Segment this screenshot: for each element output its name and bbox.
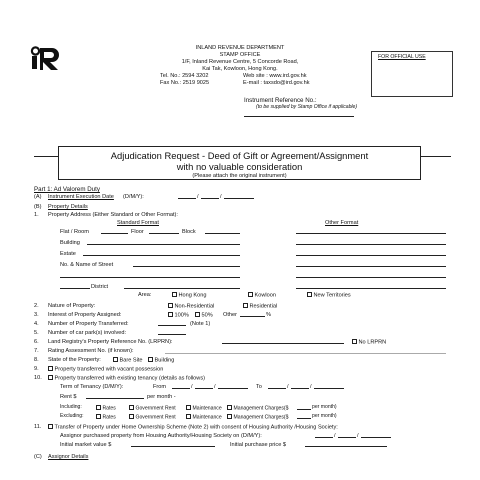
q5-label: Number of car park(s) involved:	[48, 330, 127, 336]
q4-num: 4.	[34, 321, 39, 327]
instrument-ref-note: (to be supplied by Stamp Office if applicable)	[256, 104, 358, 110]
slash: /	[334, 433, 336, 439]
checkbox-icon	[186, 414, 191, 419]
header-address-1: 1/F, Inland Revenue Centre, 5 Concorde Road,	[181, 59, 299, 65]
from-label: From	[153, 384, 167, 390]
q6-num: 6.	[34, 339, 39, 345]
block-label: Block	[182, 229, 196, 235]
exc-rates[interactable]: Rates	[96, 414, 116, 421]
title-line-2: with no valuable consideration	[176, 160, 303, 172]
other-format-line-4[interactable]	[296, 262, 446, 267]
building-field[interactable]	[87, 240, 240, 245]
from-day[interactable]	[172, 384, 190, 389]
checkbox-icon	[129, 405, 134, 410]
exc-maintenance[interactable]: Maintenance	[186, 414, 222, 421]
block-field[interactable]	[205, 229, 240, 234]
area-label: Area:	[138, 292, 152, 298]
excluding-label: Excluding:	[60, 413, 84, 419]
district-field[interactable]	[60, 284, 90, 289]
official-use-label: FOR OFFICIAL USE	[378, 54, 426, 60]
c-label: Assignor Details	[48, 454, 89, 460]
checkbox-icon	[48, 366, 53, 371]
area-hong-kong[interactable]: Hong Kong	[172, 292, 207, 299]
q2-non-residential[interactable]: Non-Residential	[168, 303, 214, 310]
to-label: To	[256, 384, 262, 390]
slash: /	[357, 433, 359, 439]
exc-management[interactable]: Management Charges($	[227, 414, 288, 421]
q11-initial-market-label: Initial market value $	[60, 442, 112, 448]
checkbox-icon	[168, 312, 173, 317]
q9-num: 9.	[34, 366, 39, 372]
q9-option[interactable]: Property transferred with vacant possession	[48, 366, 163, 373]
checkbox-icon	[172, 292, 177, 297]
checkbox-icon	[243, 303, 248, 308]
checkbox-icon	[186, 405, 191, 410]
q1-num: 1.	[34, 212, 39, 218]
inc-rates[interactable]: Rates	[96, 405, 116, 412]
q3-label: Interest of Property Assigned:	[48, 312, 122, 318]
q11-initial-purchase-label: Initial purchase price $	[230, 442, 286, 448]
q8-bare-site[interactable]: Bare Site	[113, 357, 143, 364]
checkbox-icon	[96, 414, 101, 419]
ird-logo	[30, 44, 64, 70]
slash: /	[214, 384, 216, 390]
b-prefix: (B)	[34, 204, 42, 210]
part1-heading: Part 1: Ad Valorem Duty	[34, 186, 100, 193]
to-year[interactable]	[314, 384, 344, 389]
q8-building[interactable]: Building	[148, 357, 174, 364]
from-month[interactable]	[195, 384, 213, 389]
q10-num: 10.	[34, 375, 42, 381]
checkbox-icon	[48, 375, 53, 380]
other-format-line-2[interactable]	[296, 240, 446, 245]
street-field-2[interactable]	[60, 273, 240, 278]
title-box	[58, 146, 421, 180]
rent-field[interactable]	[86, 394, 144, 399]
inc-maintenance[interactable]: Maintenance	[186, 405, 222, 412]
checkbox-icon	[248, 292, 253, 297]
exc-management-field[interactable]	[297, 414, 311, 419]
checkbox-icon	[227, 414, 232, 419]
q11-year[interactable]	[361, 433, 391, 438]
district-field-2[interactable]	[124, 284, 240, 289]
title-rule-left	[34, 156, 58, 157]
header-tel: Tel. No.: 2594 3202	[160, 73, 209, 79]
area-kowloon[interactable]: Kowloon	[248, 292, 276, 299]
inc-gov-rent[interactable]: Government Rent	[129, 405, 176, 412]
q7-field[interactable]	[165, 349, 446, 354]
title-line-3: (Please attach the original instrument)	[192, 172, 287, 179]
building-label: Building	[60, 240, 80, 246]
q4-label: Number of Property Transferred:	[48, 321, 129, 327]
q5-num: 5.	[34, 330, 39, 336]
title-rule-right	[421, 156, 451, 157]
q3-other-field[interactable]	[240, 312, 265, 317]
instrument-ref-label: Instrument Reference No.:	[244, 97, 317, 104]
q6-no-lrprn[interactable]: No LRPRN	[352, 339, 386, 346]
exec-month-field[interactable]	[201, 194, 219, 199]
q11-initial-purchase-field[interactable]	[305, 442, 387, 447]
q2-residential[interactable]: Residential	[243, 303, 277, 310]
q11-num: 11.	[34, 424, 42, 430]
inc-management-field[interactable]	[297, 405, 311, 410]
checkbox-icon	[129, 414, 134, 419]
q11-month[interactable]	[338, 433, 356, 438]
q7-num: 7.	[34, 348, 39, 354]
q8-num: 8.	[34, 357, 39, 363]
c-prefix: (C)	[34, 454, 42, 460]
q6-label: Land Registry's Property Reference No. (LRPRN):	[48, 339, 173, 345]
including-label: Including:	[60, 404, 82, 410]
q11-option[interactable]: Transfer of Property under Home Ownership Scheme (Note 2) with consent of Housing Authority /Housing Society:	[48, 424, 338, 431]
district-label: District	[91, 284, 109, 290]
a-format: (D/M/Y):	[123, 194, 144, 200]
q8-label: State of the Property:	[48, 357, 101, 363]
q3-other-label: Other	[223, 312, 237, 318]
q11-purchased-label: Assignor purchased property from Housing Authority/Housing Society on (D/M/Y):	[60, 433, 262, 439]
header-dept: INLAND REVENUE DEPARTMENT	[195, 45, 285, 51]
official-use-box	[371, 51, 453, 97]
checkbox-icon	[48, 424, 53, 429]
slash: /	[310, 384, 312, 390]
flat-label: Flat / Room	[60, 229, 89, 235]
q3-50[interactable]: 50%	[195, 312, 213, 319]
other-format-label: Other Format	[325, 220, 359, 226]
checkbox-icon	[195, 312, 200, 317]
exec-day-field[interactable]	[178, 194, 196, 199]
header-office: STAMP OFFICE	[219, 52, 261, 58]
q5-field[interactable]	[158, 330, 186, 335]
area-new-territories[interactable]: New Territories	[307, 292, 351, 299]
header-email: E-mail : taxsdo@ird.gov.hk	[243, 80, 310, 86]
q3-num: 3.	[34, 312, 39, 318]
q6-field[interactable]	[222, 339, 344, 344]
street-field[interactable]	[133, 262, 240, 267]
checkbox-icon	[352, 339, 357, 344]
slash: /	[191, 384, 193, 390]
other-format-line-6[interactable]	[296, 284, 446, 289]
q7-label: Rating Assessment No. (if known):	[48, 348, 134, 354]
q3-pct: %	[266, 312, 271, 318]
title-line-1: Adjudication Request - Deed of Gift or Agreement/Assignment	[110, 150, 369, 161]
slash: /	[220, 194, 222, 200]
checkbox-icon	[168, 303, 173, 308]
standard-format-label: Standard Format	[117, 220, 159, 226]
header-address-2: Kai Tak, Kowloon, Hong Kong.	[202, 66, 278, 72]
a-prefix: (A)	[34, 194, 42, 200]
flat-field[interactable]	[101, 229, 128, 234]
header-website: Web site : www.ird.gov.hk	[243, 73, 307, 79]
q11-day[interactable]	[315, 433, 333, 438]
other-format-line-3[interactable]	[296, 251, 446, 256]
per-month-close: per month)	[312, 413, 337, 419]
estate-field[interactable]	[83, 251, 240, 256]
rent-label: Rent $	[60, 394, 77, 400]
q10-option[interactable]: Property transferred with existing tenancy (details as follows)	[48, 375, 205, 382]
floor-label: Floor	[131, 229, 144, 235]
slash: /	[287, 384, 289, 390]
slash: /	[197, 194, 199, 200]
checkbox-icon	[96, 405, 101, 410]
inc-management[interactable]: Management Charges($	[227, 405, 288, 412]
b-label: Property Details	[48, 204, 88, 210]
header-fax: Fax No.: 2519 9025	[160, 80, 210, 86]
to-month[interactable]	[291, 384, 309, 389]
to-day[interactable]	[268, 384, 286, 389]
q4-field[interactable]	[158, 321, 186, 326]
q2-label: Nature of Property:	[48, 303, 96, 309]
instrument-ref-field[interactable]	[244, 112, 354, 117]
a-label: Instrument Execution Date	[48, 194, 114, 200]
exec-year-field[interactable]	[224, 194, 254, 199]
q11-initial-market-field[interactable]	[131, 442, 215, 447]
checkbox-icon	[113, 357, 118, 362]
other-format-line-5[interactable]	[296, 273, 446, 278]
q4-note: (Note 1)	[190, 321, 211, 327]
from-year[interactable]	[218, 384, 248, 389]
checkbox-icon	[307, 292, 312, 297]
q1-label: Property Address (Either Standard or Other Format):	[48, 212, 178, 218]
estate-label: Estate	[60, 251, 76, 257]
tenancy-term-label: Term of Tenancy (D/M/Y):	[60, 384, 124, 390]
q3-100[interactable]: 100%	[168, 312, 189, 319]
q2-num: 2.	[34, 303, 39, 309]
street-label: No. & Name of Street	[60, 262, 114, 268]
per-month-close: per month)	[312, 404, 337, 410]
exc-gov-rent[interactable]: Government Rent	[129, 414, 176, 421]
floor-field[interactable]	[149, 229, 179, 234]
checkbox-icon	[227, 405, 232, 410]
other-format-line-1[interactable]	[296, 229, 446, 234]
checkbox-icon	[148, 357, 153, 362]
per-month-label: per month -	[147, 394, 176, 400]
